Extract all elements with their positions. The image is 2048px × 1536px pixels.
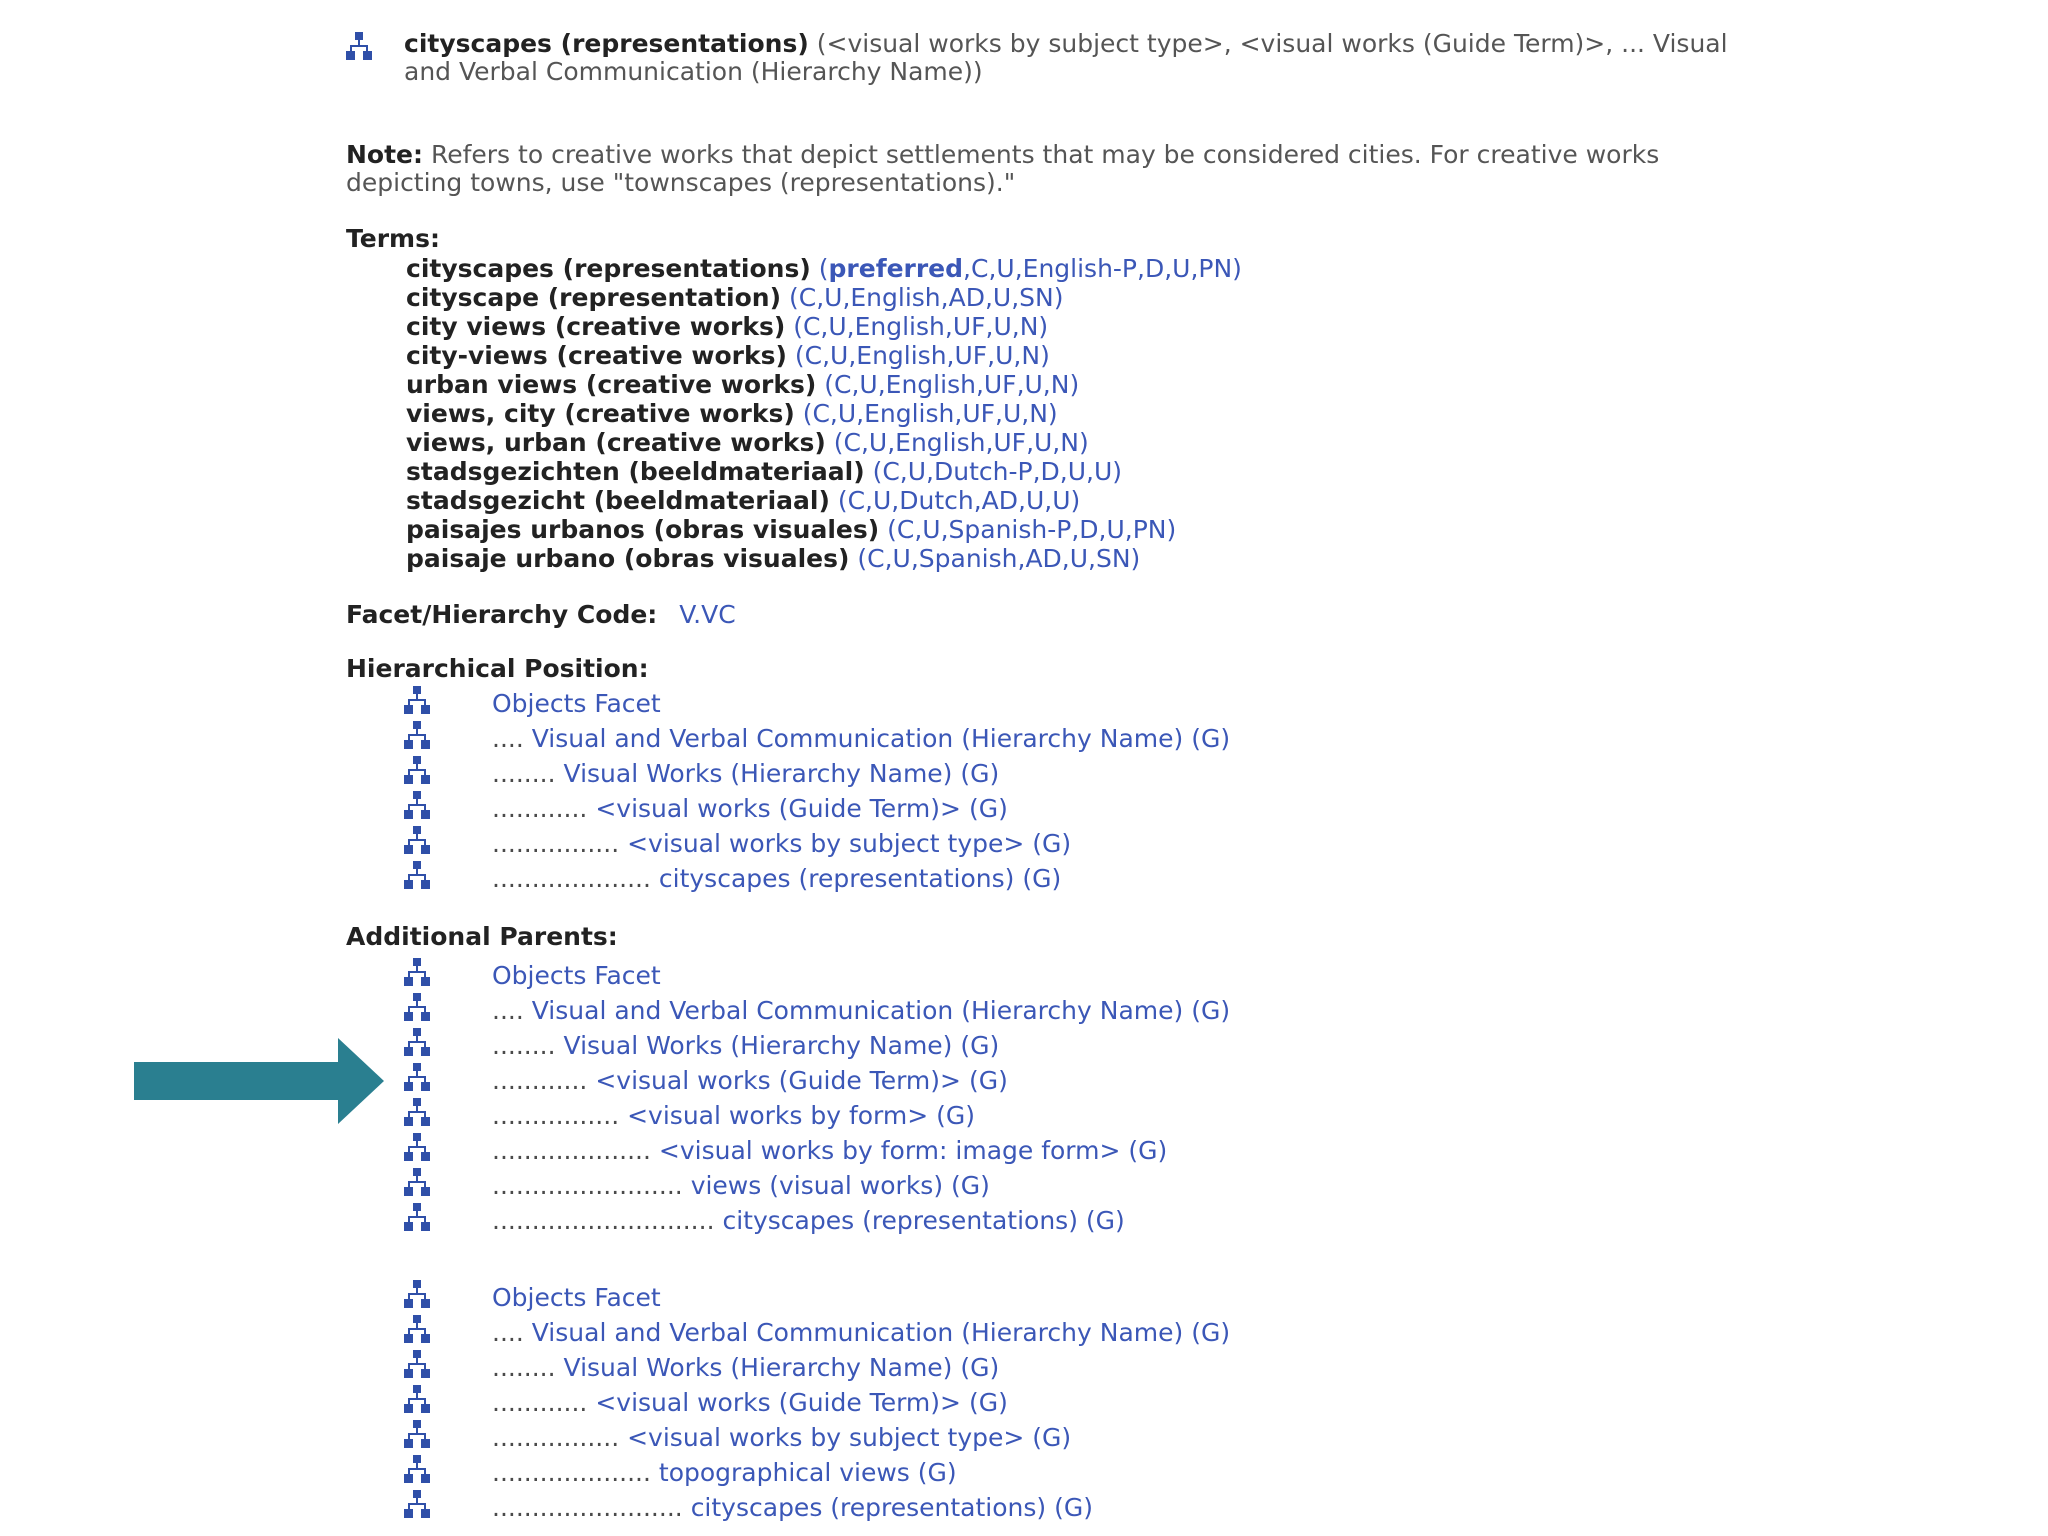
hierarchy-icon[interactable]: [404, 1168, 430, 1198]
term-row: [406, 283, 1242, 312]
indent-dots: ........................: [492, 1493, 683, 1522]
indent-dots: ............: [492, 1066, 588, 1095]
hierarchy-text: [492, 1458, 957, 1487]
hierarchy-text: [492, 1066, 1008, 1095]
term-name: city-views (creative works): [406, 341, 787, 370]
hierarchy-link[interactable]: views (visual works): [690, 1171, 944, 1200]
hierarchy-icon[interactable]: [404, 958, 430, 988]
term-name: stadsgezicht (beeldmateriaal): [406, 486, 830, 515]
guide-flag: (G): [1022, 864, 1062, 893]
hierarchy-link[interactable]: Objects Facet: [492, 1283, 661, 1312]
hierarchy-text: [492, 829, 1071, 858]
hierarchy-icon[interactable]: [404, 1203, 430, 1233]
hierarchy-link[interactable]: Objects Facet: [492, 961, 661, 990]
indent-dots: ........: [492, 1031, 556, 1060]
term-qualifiers[interactable]: (C,U,English,UF,U,N): [793, 312, 1049, 341]
guide-flag: (G): [936, 1101, 976, 1130]
indent-dots: ............: [492, 794, 588, 823]
term-name: stadsgezichten (beeldmateriaal): [406, 457, 865, 486]
term-row: [406, 341, 1242, 370]
term-qualifiers[interactable]: (C,U,Dutch-P,D,U,U): [872, 457, 1123, 486]
hierarchy-link[interactable]: cityscapes (representations): [722, 1206, 1078, 1235]
indent-dots: ....: [492, 1318, 524, 1347]
hierarchy-text: [492, 1136, 1167, 1165]
term-row: [406, 399, 1242, 428]
guide-flag: (G): [968, 1388, 1008, 1417]
hierarchy-icon[interactable]: [404, 686, 430, 716]
guide-flag: (G): [1191, 1318, 1231, 1347]
term-name: views, urban (creative works): [406, 428, 826, 457]
term-row: [406, 457, 1242, 486]
indent-dots: ................: [492, 829, 620, 858]
hierarchy-link[interactable]: topographical views: [658, 1458, 910, 1487]
hierarchical-position-label: Hierarchical Position:: [346, 654, 649, 683]
hierarchy-text: [492, 1388, 1008, 1417]
term-row: [406, 544, 1242, 573]
record-context: (<visual works by subject type>, <visual works (Guide Term)>, ... Visual and Verbal Communication (Hierarchy Name)): [404, 29, 1728, 86]
hierarchy-text: [492, 689, 661, 718]
annotation-arrow-icon: [134, 1038, 384, 1124]
indent-dots: ....................: [492, 1136, 651, 1165]
guide-flag: (G): [960, 1353, 1000, 1382]
hierarchy-link[interactable]: Visual Works (Hierarchy Name): [563, 759, 953, 788]
hierarchy-text: [492, 1031, 999, 1060]
hierarchy-icon[interactable]: [404, 756, 430, 786]
guide-flag: (G): [1054, 1493, 1094, 1522]
term-name: urban views (creative works): [406, 370, 817, 399]
guide-flag: (G): [1032, 829, 1072, 858]
hierarchy-link[interactable]: Visual Works (Hierarchy Name): [563, 1031, 953, 1060]
note-text: Refers to creative works that depict settlements that may be considered cities. For creative works depicting towns, use "townscapes (representations).": [346, 140, 1660, 197]
hierarchy-link[interactable]: <visual works by subject type>: [627, 829, 1025, 858]
term-name: city views (creative works): [406, 312, 786, 341]
hierarchy-text: [492, 1283, 661, 1312]
hierarchy-icon[interactable]: [404, 791, 430, 821]
hierarchy-text: [492, 724, 1230, 753]
indent-dots: ........: [492, 1353, 556, 1382]
facet-label: Facet/Hierarchy Code:: [346, 600, 658, 629]
term-qualifiers[interactable]: (C,U,Spanish-P,D,U,PN): [887, 515, 1177, 544]
hierarchy-link[interactable]: cityscapes (representations): [690, 1493, 1047, 1522]
term-qualifiers[interactable]: (C,U,English,UF,U,N): [824, 370, 1080, 399]
term-row: [406, 254, 1242, 283]
hierarchy-icon[interactable]: [404, 1028, 430, 1058]
guide-flag: (G): [951, 1171, 990, 1200]
hierarchy-icon[interactable]: [404, 1455, 430, 1485]
terms-list: [406, 254, 1242, 573]
note-label: Note:: [346, 140, 424, 169]
term-qualifiers[interactable]: (C,U,English,UF,U,N): [794, 341, 1050, 370]
term-name: cityscapes (representations): [406, 254, 811, 283]
record-title: cityscapes (representations): [404, 29, 809, 58]
indent-dots: ................: [492, 1423, 620, 1452]
term-name: paisaje urbano (obras visuales): [406, 544, 850, 573]
guide-flag: (G): [968, 794, 1008, 823]
indent-dots: ....................: [492, 1458, 651, 1487]
guide-flag: (G): [1128, 1136, 1168, 1165]
hierarchy-link[interactable]: Visual and Verbal Communication (Hierarchy Name): [531, 1318, 1184, 1347]
hierarchy-text: [492, 864, 1061, 893]
indent-dots: ........: [492, 759, 556, 788]
hierarchy-icon[interactable]: [404, 861, 430, 891]
record-header: [404, 30, 1744, 86]
hierarchy-text: [492, 1423, 1071, 1452]
guide-flag: (G): [960, 759, 1000, 788]
hierarchy-icon[interactable]: [404, 1420, 430, 1450]
indent-dots: ....................: [492, 864, 651, 893]
term-name: views, city (creative works): [406, 399, 795, 428]
guide-flag: (G): [1191, 996, 1231, 1025]
hierarchy-text: [492, 759, 999, 788]
hierarchy-icon[interactable]: [404, 1385, 430, 1415]
hierarchy-icon[interactable]: [404, 1315, 430, 1345]
hierarchy-link[interactable]: Visual and Verbal Communication (Hierarchy Name): [531, 996, 1184, 1025]
guide-flag: (G): [968, 1066, 1008, 1095]
hierarchy-link[interactable]: <visual works by form: image form>: [658, 1136, 1121, 1165]
terms-label: Terms:: [346, 224, 440, 253]
term-name: cityscape (representation): [406, 283, 782, 312]
indent-dots: ................: [492, 1101, 620, 1130]
hierarchy-icon[interactable]: [404, 721, 430, 751]
hierarchy-link[interactable]: <visual works (Guide Term)>: [595, 794, 961, 823]
hierarchy-icon[interactable]: [404, 1063, 430, 1093]
term-qualifiers[interactable]: ,C,U,English-P,D,U,PN): [963, 254, 1242, 283]
indent-dots: ....: [492, 996, 524, 1025]
term-row: [406, 370, 1242, 399]
hierarchy-icon[interactable]: [404, 826, 430, 856]
hierarchy-link[interactable]: Objects Facet: [492, 689, 661, 718]
hierarchy-text: [492, 794, 1008, 823]
term-row: [406, 486, 1242, 515]
hierarchy-icon[interactable]: [404, 1133, 430, 1163]
hierarchy-text: [492, 961, 661, 990]
hierarchy-link[interactable]: Visual Works (Hierarchy Name): [563, 1353, 953, 1382]
hierarchy-text: [492, 1353, 999, 1382]
preferred-link[interactable]: preferred: [828, 254, 964, 283]
hierarchy-link[interactable]: <visual works by form>: [627, 1101, 929, 1130]
guide-flag: (G): [1085, 1206, 1125, 1235]
hierarchy-text: [492, 1171, 990, 1200]
term-paren: (: [818, 254, 829, 283]
hierarchy-icon[interactable]: [404, 993, 430, 1023]
guide-flag: (G): [960, 1031, 1000, 1060]
scope-note: [346, 141, 1766, 197]
indent-dots: ........................: [492, 1171, 683, 1200]
indent-dots: ....: [492, 724, 524, 753]
hierarchy-text: [492, 1493, 1093, 1522]
hierarchy-icon[interactable]: [404, 1098, 430, 1128]
term-qualifiers[interactable]: (C,U,Dutch,AD,U,U): [837, 486, 1081, 515]
hierarchy-text: [492, 996, 1230, 1025]
term-qualifiers[interactable]: (C,U,English,UF,U,N): [802, 399, 1058, 428]
hierarchy-text: [492, 1206, 1125, 1235]
hierarchy-text: [492, 1101, 975, 1130]
term-row: [406, 428, 1242, 457]
facet-hierarchy-code: [346, 600, 736, 629]
hierarchy-link[interactable]: <visual works (Guide Term)>: [595, 1066, 961, 1095]
additional-parents-label: Additional Parents:: [346, 922, 618, 951]
indent-dots: ............: [492, 1388, 588, 1417]
term-qualifiers[interactable]: (C,U,English,UF,U,N): [833, 428, 1089, 457]
indent-dots: ............................: [492, 1206, 715, 1235]
term-qualifiers[interactable]: (C,U,English,AD,U,SN): [788, 283, 1064, 312]
hierarchy-icon[interactable]: [404, 1490, 430, 1520]
hierarchy-link[interactable]: <visual works by subject type>: [627, 1423, 1025, 1452]
hierarchy-icon[interactable]: [404, 1350, 430, 1380]
guide-flag: (G): [917, 1458, 957, 1487]
hierarchy-link[interactable]: <visual works (Guide Term)>: [595, 1388, 961, 1417]
term-name: paisajes urbanos (obras visuales): [406, 515, 880, 544]
term-row: [406, 312, 1242, 341]
hierarchy-icon[interactable]: [346, 32, 372, 62]
hierarchy-link[interactable]: cityscapes (representations): [658, 864, 1015, 893]
hierarchy-text: [492, 1318, 1230, 1347]
term-row: [406, 515, 1242, 544]
term-qualifiers[interactable]: (C,U,Spanish,AD,U,SN): [857, 544, 1141, 573]
guide-flag: (G): [1191, 724, 1231, 753]
guide-flag: (G): [1032, 1423, 1072, 1452]
hierarchy-icon[interactable]: [404, 1280, 430, 1310]
facet-code-link[interactable]: V.VC: [679, 600, 736, 629]
hierarchy-link[interactable]: Visual and Verbal Communication (Hierarchy Name): [531, 724, 1184, 753]
